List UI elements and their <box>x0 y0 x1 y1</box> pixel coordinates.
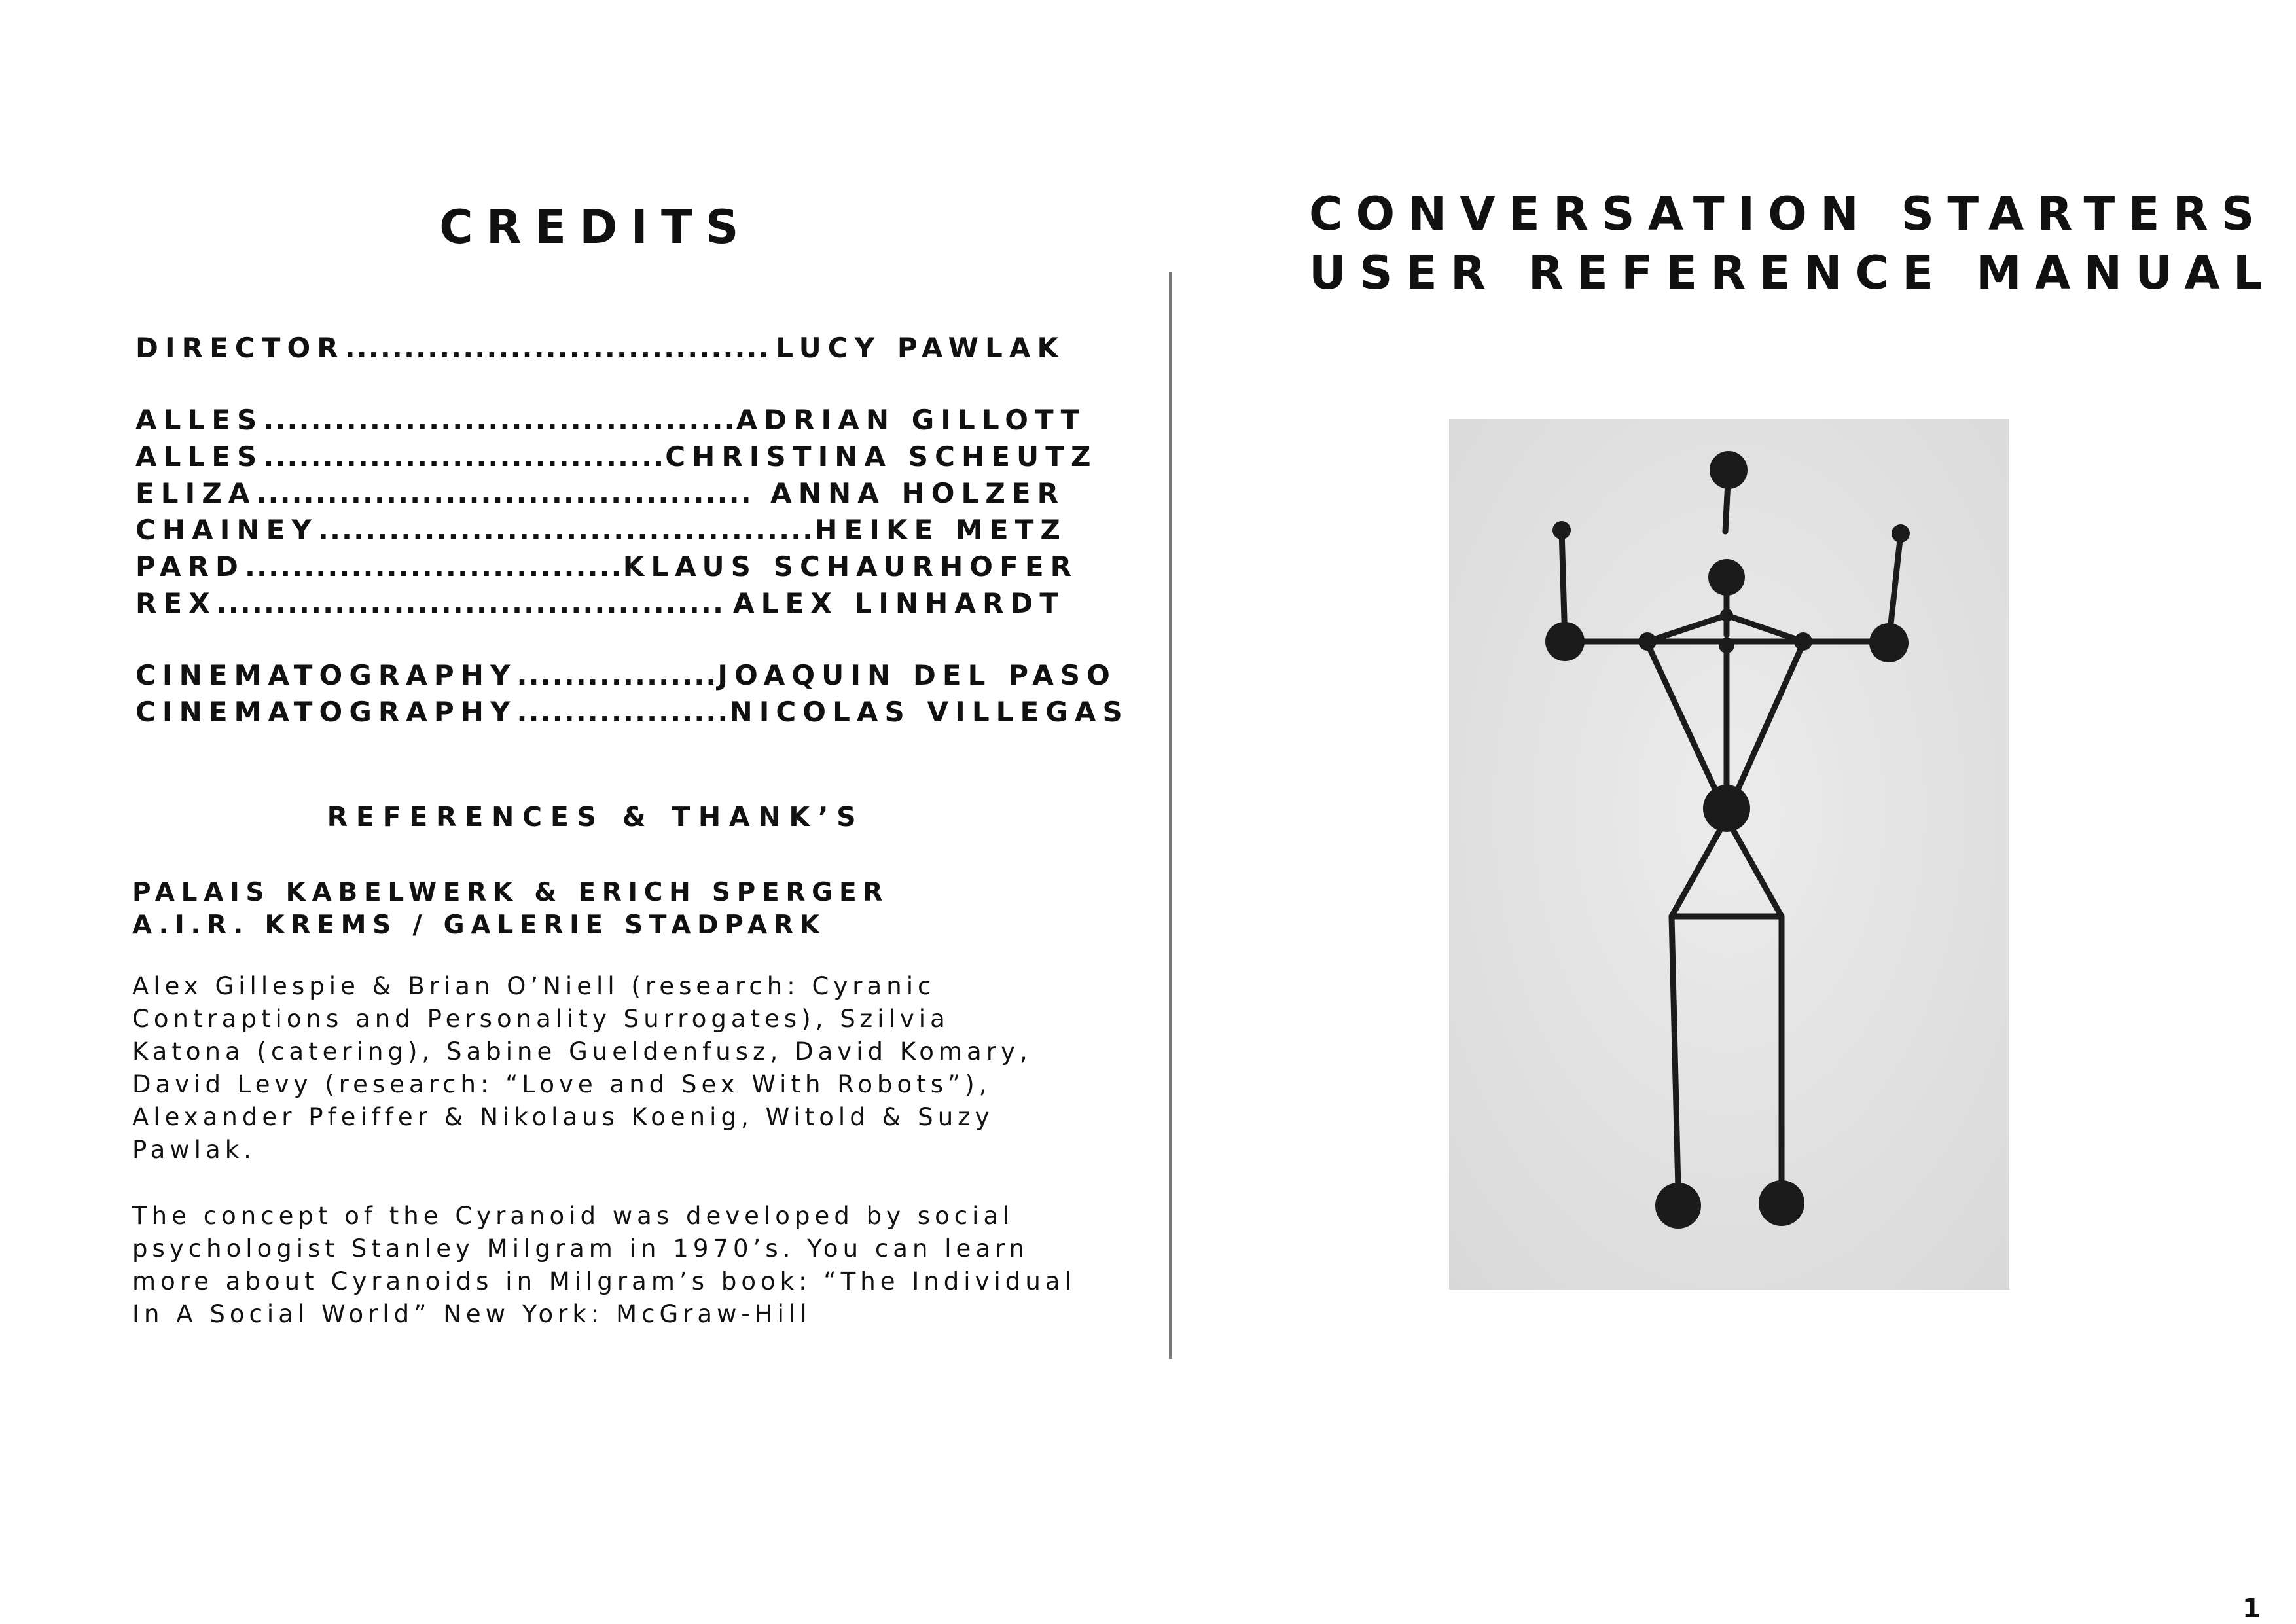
credit-row-eliza <box>135 477 1066 514</box>
reference-organization: A.I.R. KREMS / GALERIE STADPARK <box>132 911 826 940</box>
paragraph-line: In A Social World” New York: McGraw-Hill <box>132 1300 812 1328</box>
credits-list <box>135 332 1129 732</box>
credit-leader-dots: ................. <box>516 659 718 691</box>
concept-paragraph <box>132 1200 1076 1331</box>
credit-name: ANNA HOLZER <box>770 477 1066 509</box>
credit-leader-dots: .......................................... <box>317 514 815 546</box>
credit-name: ADRIAN GILLOTT <box>736 404 1086 436</box>
credit-role: ELIZA <box>135 477 257 509</box>
paragraph-line: Alex Gillespie & Brian O’Niell (research: Cyranic <box>132 972 936 1000</box>
credit-role: CINEMATOGRAPHY <box>135 696 517 728</box>
credit-role: PARD <box>135 550 245 583</box>
credit-name: ALEX LINHARDT <box>733 587 1066 619</box>
paragraph-line: Katona (catering), Sabine Gueldenfusz, David Komary, <box>132 1038 1032 1066</box>
manual-title-line: CONVERSATION STARTERS <box>1309 187 2268 241</box>
credit-role: ALLES <box>135 441 264 473</box>
credit-leader-dots: .................................. <box>263 441 666 473</box>
credit-name: KLAUS SCHAURHOFER <box>622 550 1079 583</box>
credit-leader-dots: ........................................ <box>263 404 736 436</box>
credit-role: CHAINEY <box>135 514 318 546</box>
credit-leader-dots: .................. <box>516 696 730 728</box>
paragraph-line: Alexander Pfeiffer & Nikolaus Koenig, Witold & Suzy <box>132 1103 994 1131</box>
paragraph-line: psychologist Stanley Milgram in 1970’s. You can learn <box>132 1235 1030 1263</box>
credit-leader-dots: .......................................... <box>256 477 753 509</box>
credit-name: CHRISTINA SCHEUTZ <box>665 441 1098 473</box>
credits-title: CREDITS <box>439 200 752 254</box>
credit-role: DIRECTOR <box>135 332 345 364</box>
credit-role: ALLES <box>135 404 264 436</box>
thanks-paragraph <box>132 970 1032 1166</box>
credit-leader-dots: ................................ <box>244 550 623 583</box>
credit-name: JOAQUIN DEL PASO <box>717 659 1117 691</box>
paragraph-line: Pawlak. <box>132 1136 256 1164</box>
paragraph-line: more about Cyranoids in Milgram’s book: “The Individual <box>132 1267 1076 1295</box>
page-number: 1 <box>2242 1594 2261 1624</box>
paragraph-line: The concept of the Cyranoid was developed by social <box>132 1202 1014 1230</box>
credit-row-pard <box>135 550 1079 587</box>
credit-name: LUCY PAWLAK <box>776 332 1066 364</box>
credit-row-rex <box>135 587 1066 624</box>
reference-organization: PALAIS KABELWERK & ERICH SPERGER <box>132 878 889 907</box>
credit-row-cinematography-1 <box>135 659 1117 696</box>
credit-role: CINEMATOGRAPHY <box>135 659 517 691</box>
credit-row-alles-1 <box>135 404 1086 441</box>
paragraph-line: Contraptions and Personality Surrogates), Szilvia <box>132 1005 950 1033</box>
credit-name: NICOLAS VILLEGAS <box>729 696 1129 728</box>
credit-row-chainey <box>135 514 1067 550</box>
credit-row-cinematography-2 <box>135 696 1129 732</box>
references-title: REFERENCES & THANK’S <box>327 801 865 833</box>
credit-leader-dots: .................................... <box>344 332 770 364</box>
credit-name: HEIKE METZ <box>814 514 1067 546</box>
paragraph-line: David Levy (research: “Love and Sex With Robots”), <box>132 1070 992 1098</box>
credit-row-alles-2 <box>135 441 1098 477</box>
credit-row-director <box>135 332 1066 369</box>
credit-leader-dots: ........................................... <box>216 587 725 619</box>
page-divider <box>1169 272 1172 1359</box>
stick-figure-photo <box>1449 419 2009 1290</box>
manual-title-line: USER REFERENCE MANUAL <box>1309 246 2276 300</box>
credit-role: REX <box>135 587 217 619</box>
manual-title <box>1309 185 2276 302</box>
